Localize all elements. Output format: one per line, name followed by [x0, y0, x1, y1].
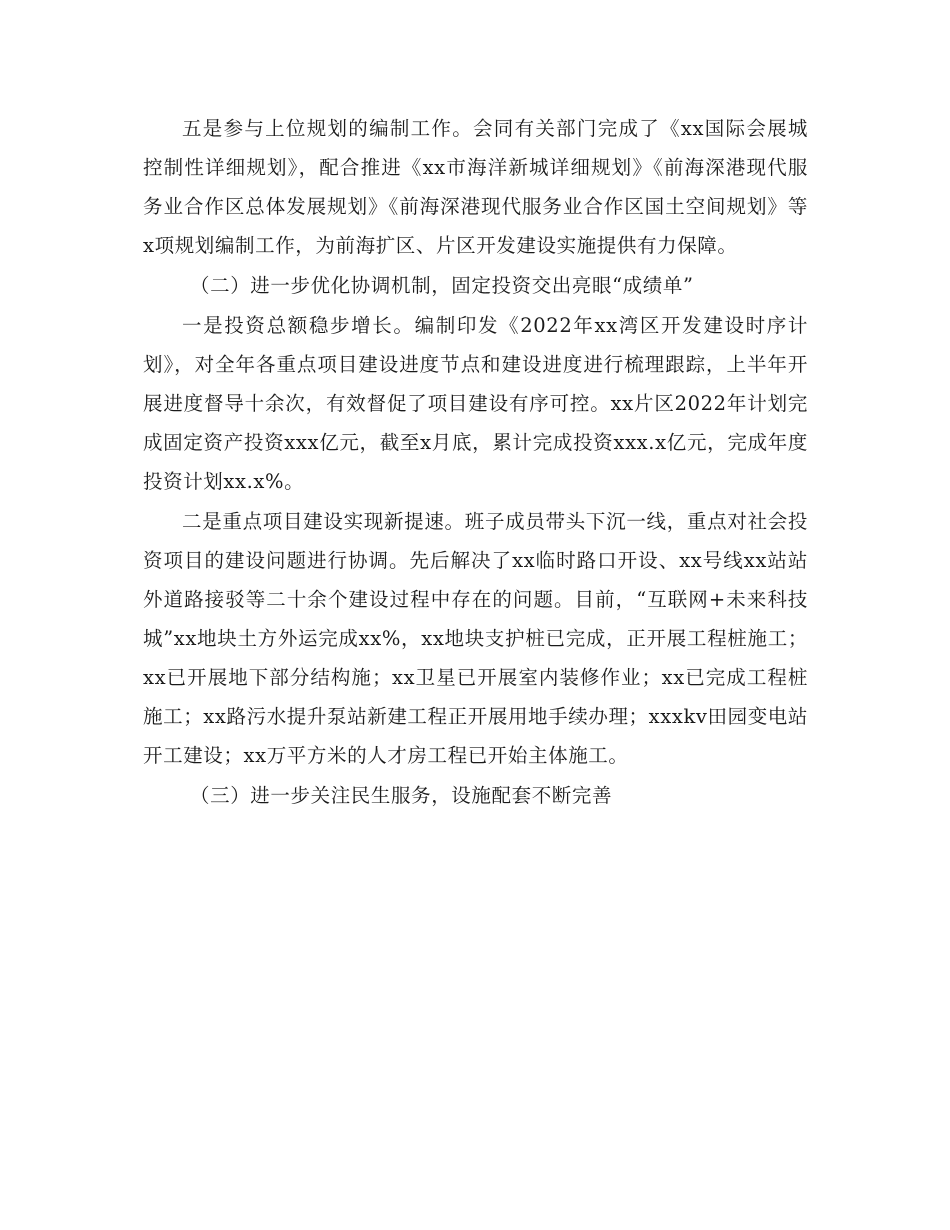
paragraph-key-projects: 二是重点项目建设实现新提速。班子成员带头下沉一线，重点对社会投资项目的建设问题进行协调。先后解决了xx临时路口开设、xx号线xx站站外道路接驳等二十余个建设过程中存在的问题。目前，“互联网+未来科技城”xx地块土方外运完成xx%，xx地块支护桩已完成，正开展工程桩施工；xx已开展地下部分结构施；xx卫星已开展室内装修作业；xx已完成工程桩施工；xx路污水提升泵站新建工程正开展用地手续办理；xxxkv田园变电站开工建设；xx万平方米的人才房工程已开始主体施工。 [143, 510, 808, 767]
document-body [143, 109, 808, 816]
section-heading-2: （二）进一步优化协调机制，固定投资交出亮眼“成绩单” [190, 274, 694, 297]
paragraph-investment-growth: 一是投资总额稳步增长。编制印发《2022年xx湾区开发建设时序计划》，对全年各重点项目建设进度节点和建设进度进行梳理跟踪，上半年开展进度督导十余次，有效督促了项目建设有序可控。xx片区2022年计划完成固定资产投资xxx亿元，截至x月底，累计完成投资xxx.x亿元，完成年度投资计划xx.x%。 [143, 314, 808, 493]
section-heading-3: （三）进一步关注民生服务，设施配套不断完善 [190, 784, 613, 807]
paragraph-planning-work: 五是参与上位规划的编制工作。会同有关部门完成了《xx国际会展城控制性详细规划》，配合推进《xx市海洋新城详细规划》《前海深港现代服务业合作区总体发展规划》《前海深港现代服务业合作区国土空间规划》等x项规划编制工作，为前海扩区、片区开发建设实施提供有力保障。 [143, 117, 808, 257]
